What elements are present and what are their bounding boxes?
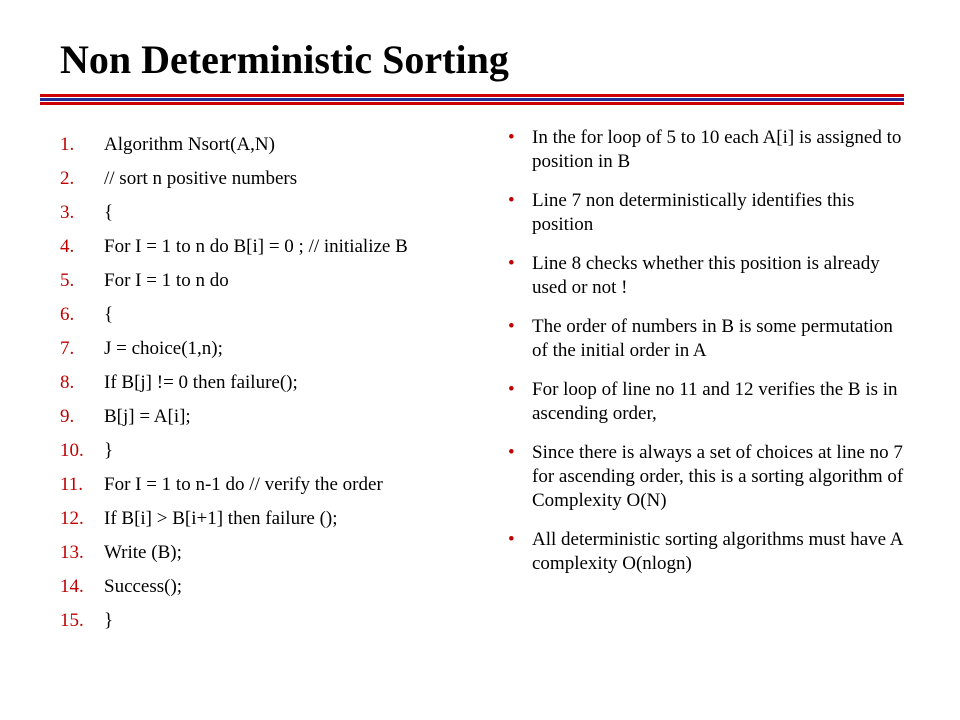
code-line xyxy=(60,235,480,259)
line-number: 15. xyxy=(60,610,84,631)
bullet-item xyxy=(508,189,908,237)
code-line xyxy=(60,439,480,463)
code-text: Success(); xyxy=(104,576,183,597)
slide-title: Non Deterministic Sorting xyxy=(60,37,509,82)
line-number: 2. xyxy=(60,168,75,189)
bullet-item xyxy=(508,252,908,300)
code-line xyxy=(60,609,480,633)
code-line xyxy=(60,575,480,599)
line-number: 13. xyxy=(60,542,84,563)
bullet-marker: • xyxy=(508,253,515,274)
bullet-marker: • xyxy=(508,529,515,550)
bullet-item xyxy=(508,126,908,174)
code-text: Algorithm Nsort(A,N) xyxy=(104,134,275,155)
code-line xyxy=(60,405,480,429)
code-line xyxy=(60,507,480,531)
code-line xyxy=(60,337,480,361)
line-number: 11. xyxy=(60,474,84,495)
line-number: 10. xyxy=(60,440,84,461)
code-text: If B[i] > B[i+1] then failure (); xyxy=(104,508,338,529)
bullet-text: Line 8 checks whether this position is already used or not ! xyxy=(532,253,880,298)
title-underline-blue xyxy=(40,98,904,101)
line-number: 14. xyxy=(60,576,84,597)
bullet-text: In the for loop of 5 to 10 each A[i] is assigned to position in B xyxy=(532,127,902,172)
code-text: If B[j] != 0 then failure(); xyxy=(104,372,298,393)
code-listing xyxy=(60,133,480,643)
bullet-marker: • xyxy=(508,379,515,400)
code-text: Write (B); xyxy=(104,542,182,563)
code-line xyxy=(60,269,480,293)
bullet-item xyxy=(508,441,908,513)
code-line xyxy=(60,133,480,157)
code-line xyxy=(60,167,480,191)
code-text: B[j] = A[i]; xyxy=(104,406,191,427)
line-number: 9. xyxy=(60,406,75,427)
title-underline-red-bottom xyxy=(40,102,904,105)
code-text: For I = 1 to n do B[i] = 0 ; // initialize B xyxy=(104,236,408,257)
line-number: 5. xyxy=(60,270,75,291)
bullet-item xyxy=(508,315,908,363)
bullet-marker: • xyxy=(508,316,515,337)
code-line xyxy=(60,201,480,225)
bullet-marker: • xyxy=(508,190,515,211)
code-line xyxy=(60,473,480,497)
code-text: For I = 1 to n-1 do // verify the order xyxy=(104,474,383,495)
bullet-item xyxy=(508,378,908,426)
code-line xyxy=(60,371,480,395)
code-text: For I = 1 to n do xyxy=(104,270,229,291)
code-text: } xyxy=(104,610,114,631)
line-number: 4. xyxy=(60,236,75,257)
line-number: 6. xyxy=(60,304,75,325)
bullet-text: The order of numbers in B is some permutation of the initial order in A xyxy=(532,316,893,361)
line-number: 12. xyxy=(60,508,84,529)
code-text: } xyxy=(104,440,114,461)
title-underline-red-top xyxy=(40,94,904,97)
code-line xyxy=(60,303,480,327)
line-number: 1. xyxy=(60,134,75,155)
bullet-text: Line 7 non deterministically identifies this position xyxy=(532,190,855,235)
line-number: 7. xyxy=(60,338,75,359)
code-text: { xyxy=(104,202,114,223)
bullet-text: For loop of line no 11 and 12 verifies the B is in ascending order, xyxy=(532,379,898,424)
code-text: { xyxy=(104,304,114,325)
code-text: // sort n positive numbers xyxy=(104,168,298,189)
bullet-marker: • xyxy=(508,127,515,148)
bullet-text: All deterministic sorting algorithms must have A complexity O(nlogn) xyxy=(532,529,903,574)
bullet-text: Since there is always a set of choices at line no 7 for ascending order, this is a sorting algorithm of Complexity O(N) xyxy=(532,442,904,511)
line-number: 3. xyxy=(60,202,75,223)
code-line xyxy=(60,541,480,565)
line-number: 8. xyxy=(60,372,75,393)
bullet-item xyxy=(508,528,908,576)
explanation-bullets xyxy=(508,126,908,591)
code-text: J = choice(1,n); xyxy=(104,338,223,359)
bullet-marker: • xyxy=(508,442,515,463)
